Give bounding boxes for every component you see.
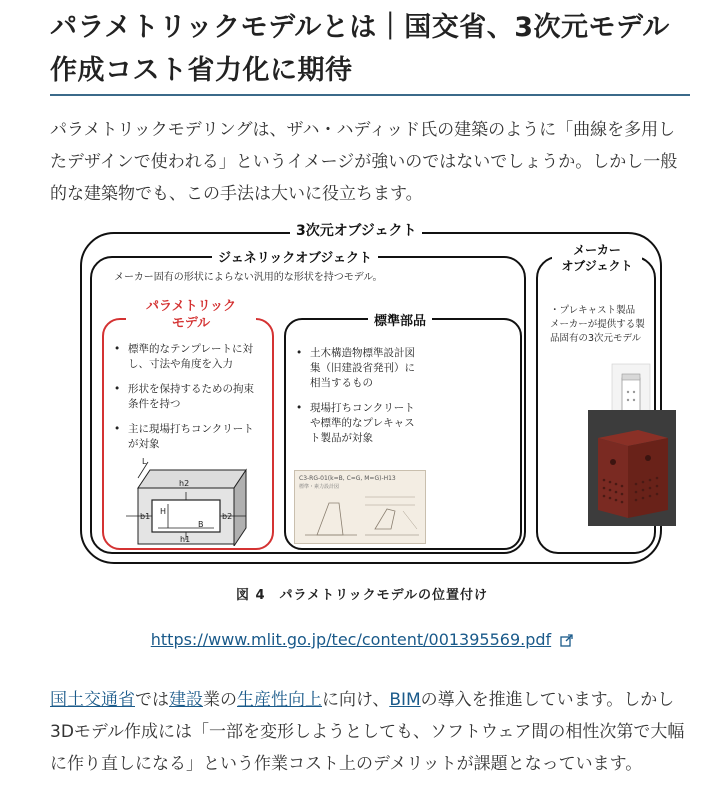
dim-h1: h1 xyxy=(180,535,191,544)
maker-title-line2: オブジェクト xyxy=(561,259,633,273)
source-link-line xyxy=(0,630,724,649)
dim-b1: b1 xyxy=(140,512,151,521)
parametric-title-line1: パラメトリック xyxy=(145,299,237,314)
list-item: • 標準的なテンプレートに対し、寸法や角度を入力 xyxy=(112,342,262,372)
generic-object-title: ジェネリックオブジェクト xyxy=(212,247,378,266)
body-text: では xyxy=(135,690,169,710)
body-text: の導入を推進しています。しかし3Dモデル作成には「一部を変形しようとしても、ソフトウェア間の相性次第で大幅に作り直しになる」という作業コスト上のデメリットが課題となっています。 xyxy=(50,690,685,774)
list-item: • 形状を保持するための拘束条件を持つ xyxy=(112,382,262,412)
generic-object-box xyxy=(90,251,526,554)
dim-b: B xyxy=(198,520,204,529)
link-productivity[interactable]: 生産性向上 xyxy=(237,690,322,710)
standard-parts-title: 標準部品 xyxy=(368,310,432,329)
generic-object-desc: メーカー固有の形状によらない汎用的な形状を持つモデル。 xyxy=(114,272,383,283)
link-bim[interactable]: BIM xyxy=(389,690,421,710)
drawing-sheet-header: C3-RG-01(k=B, C=G, M=G)-H13 xyxy=(299,475,396,482)
intro-paragraph: パラメトリックモデリングは、ザハ・ハディッド氏の建築のように「曲線を多用したデザインで使われる」というイメージが強いのではないでしょうか。しかし一般的な建築物でも、この手法は大いに役立ちます。 xyxy=(50,120,678,204)
figure-diagram xyxy=(80,220,666,566)
figure-caption: 図 4 パラメトリックモデルの位置付け xyxy=(235,588,488,603)
maker-title-line1: メーカー xyxy=(573,243,621,257)
parametric-title-line2: モデル xyxy=(171,316,211,331)
parametric-model-title xyxy=(126,298,256,332)
drawing-sheet-sub: 標準・素力設計図 xyxy=(299,484,340,490)
article-title: パラメトリックモデルとは｜国交省、3次元モデル作成コスト省力化に期待 xyxy=(50,12,670,86)
title-divider xyxy=(50,94,690,96)
outer-frame-title: 3次元オブジェクト xyxy=(290,220,422,240)
standard-parts-box xyxy=(284,314,522,550)
dim-h2: h2 xyxy=(179,479,190,488)
body-paragraph xyxy=(50,684,686,780)
link-mlit[interactable]: 国土交通省 xyxy=(50,690,135,710)
precast-product-render xyxy=(588,410,676,526)
box-section-drawing xyxy=(118,448,268,546)
body-text: に向け、 xyxy=(322,690,390,710)
body-text: 業の xyxy=(203,690,237,710)
parametric-model-box xyxy=(102,299,274,550)
list-item: • 土木構造物標準設計図集（旧建設省発刊）に相当するもの xyxy=(294,346,424,391)
standard-bullets xyxy=(294,346,424,456)
dim-h: H xyxy=(160,507,167,516)
dim-b2: b2 xyxy=(222,512,233,521)
source-link[interactable]: https://www.mlit.go.jp/tec/content/001395569.pdf xyxy=(150,630,552,649)
maker-object-title xyxy=(552,242,642,274)
drawing-sheet-lines xyxy=(295,489,425,541)
dim-l: L xyxy=(142,457,147,466)
maker-object-desc: ・プレキャスト製品 メーカーが提供する製品固有の3次元モデル xyxy=(550,305,645,344)
link-construction[interactable]: 建設 xyxy=(169,690,203,710)
list-item: • 主に現場打ちコンクリートが対象 xyxy=(112,422,262,452)
list-item: • 現場打ちコンクリートや標準的なプレキャスト製品が対象 xyxy=(294,401,424,446)
external-link-icon[interactable] xyxy=(560,634,573,647)
parametric-bullets xyxy=(112,342,262,462)
standard-drawing-sheet xyxy=(294,470,426,544)
maker-object-box xyxy=(536,243,656,554)
